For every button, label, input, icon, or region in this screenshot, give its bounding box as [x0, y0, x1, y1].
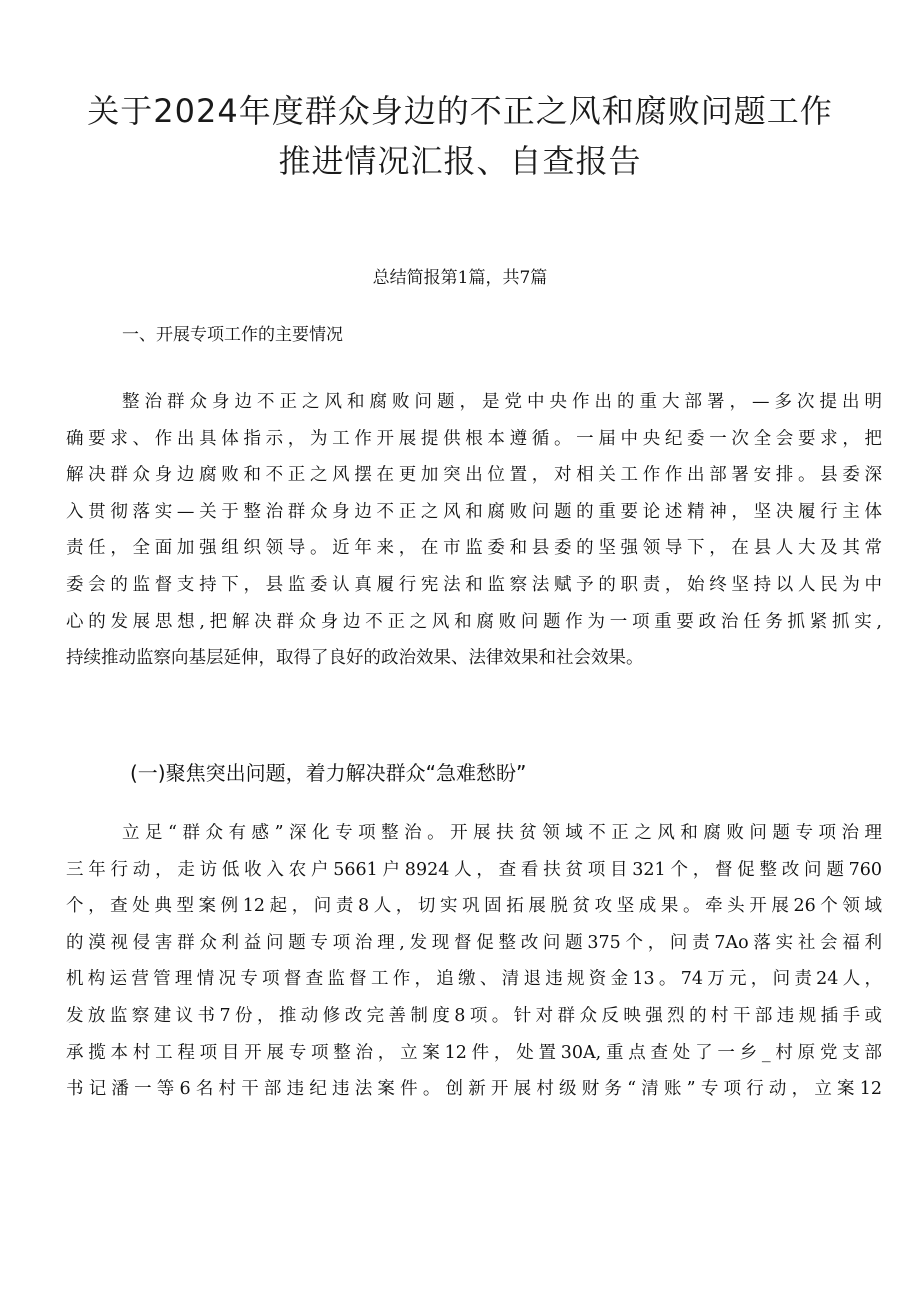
- paragraph-line: 责任，全面加强组织领导。近年来，在市监委和县委的坚强领导下，在县人大及其常: [66, 538, 882, 559]
- paragraph-line: 发放监察建议书7份，推动修改完善制度8项。针对群众反映强烈的村干部违规插手或: [66, 1005, 882, 1026]
- paragraph-line: 确要求、作出具体指示，为工作开展提供根本遵循。一届中央纪委一次全会要求，把: [66, 428, 882, 449]
- title-line-1: 关于2024年度群众身边的不正之风和腐败问题工作: [87, 92, 833, 130]
- section-heading: 一、开展专项工作的主要情况: [122, 325, 343, 345]
- subsection-heading: (一)聚焦突出问题，着力解决群众“急难愁盼”: [130, 761, 527, 785]
- paragraph-2: [66, 815, 882, 1108]
- paragraph-line: 心的发展思想,把解决群众身边不正之风和腐败问题作为一项重要政治任务抓紧抓实,: [66, 611, 882, 632]
- paragraph-line: 解决群众身边腐败和不正之风摆在更加突出位置，对相关工作作出部署安排。县委深: [66, 465, 882, 486]
- paragraph-line: 的漠视侵害群众利益问题专项治理,发现督促整改问题375个，问责7Ao落实社会福利: [66, 932, 882, 953]
- paragraph-line: 机构运营管理情况专项督查监督工作，追缴、清退违规资金13。74万元，问责24人，: [66, 969, 882, 990]
- paragraph-line: 入贯彻落实—关于整治群众身边不正之风和腐败问题的重要论述精神，坚决履行主体: [66, 501, 882, 522]
- paragraph-line: 整治群众身边不正之风和腐败问题，是党中央作出的重大部署，—多次提出明: [122, 392, 882, 412]
- paragraph-line: 个，查处典型案例12起，问责8人，切实巩固拓展脱贫攻坚成果。牵头开展26个领域: [66, 896, 882, 917]
- paragraph-line: 委会的监督支持下，县监委认真履行宪法和监察法赋予的职责，始终坚持以人民为中: [66, 574, 882, 595]
- paragraph-1: [66, 384, 882, 677]
- paragraph-line: 持续推动监察向基层延伸，取得了良好的政治效果、法律效果和社会效果。: [66, 648, 644, 669]
- paragraph-line: 书记潘一等6名村干部违纪违法案件。创新开展村级财务“清账”专项行动，立案12: [66, 1079, 882, 1100]
- paragraph-line: 三年行动，走访低收入农户5661户8924人，查看扶贫项目321个，督促整改问题760: [66, 859, 882, 880]
- title-line-2: 推进情况汇报、自查报告: [278, 142, 642, 180]
- paragraph-line: 立足“群众有感”深化专项整治。开展扶贫领域不正之风和腐败问题专项治理: [122, 823, 882, 843]
- paragraph-line: 承揽本村工程项目开展专项整治，立案12件，处置30A,重点查处了一乡_村原党支部: [66, 1042, 882, 1063]
- document-title: [60, 86, 860, 186]
- document-subtitle: 总结简报第1篇，共7篇: [372, 268, 548, 288]
